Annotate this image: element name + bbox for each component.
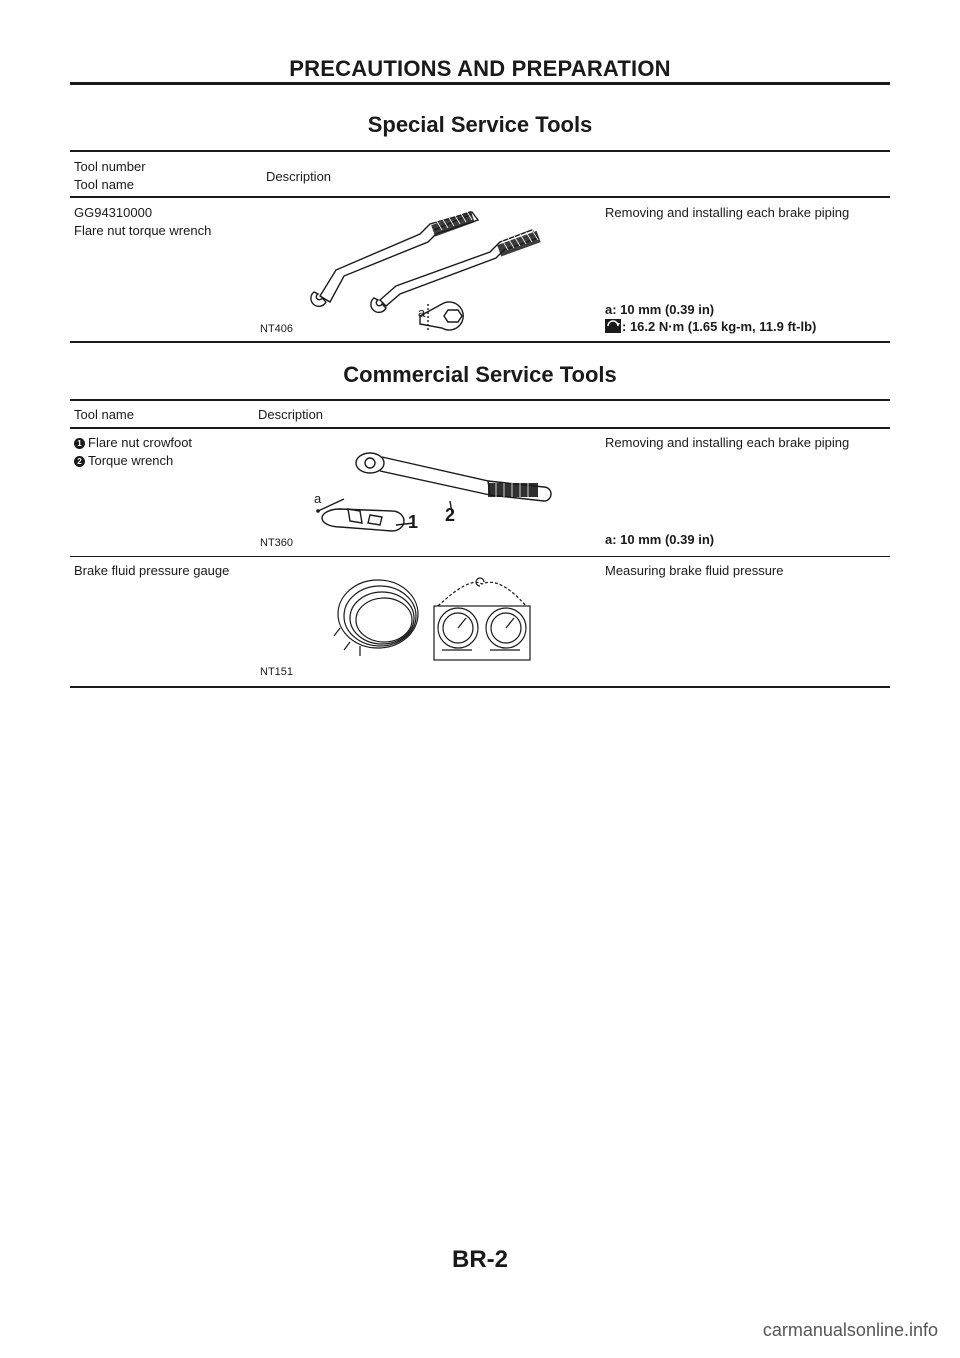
figure-label-a: a — [418, 305, 426, 320]
commercial-table-top-rule — [70, 399, 890, 401]
figure-label-2: 2 — [445, 505, 456, 525]
figure-label-a: a — [314, 491, 322, 506]
tool-name: Torque wrench — [88, 453, 174, 468]
special-col-header-tool-name: Tool name — [74, 177, 134, 192]
crowfoot-torque-wrench-figure — [300, 447, 560, 547]
page-number: BR-2 — [451, 1246, 508, 1273]
figure-code-nt406: NT406 — [260, 323, 294, 335]
flare-nut-torque-wrench-figure — [300, 208, 560, 333]
tool-number: GG94310000 — [74, 205, 153, 220]
spec-a-dimension: a: 10 mm (0.39 in) — [605, 302, 715, 317]
special-row-tool — [74, 204, 211, 240]
figure-label-1: 1 — [408, 512, 419, 532]
header-rule — [70, 82, 890, 85]
tool-name: Flare nut torque wrench — [74, 223, 212, 238]
commercial-row-2-description: Measuring brake fluid pressure — [605, 563, 784, 578]
special-col-header-tool — [74, 158, 146, 194]
special-col-header-description: Description — [266, 169, 332, 184]
watermark: carmanualsonline.info — [762, 1320, 938, 1340]
item-number-badge: 2 — [74, 456, 85, 467]
list-item — [74, 434, 192, 452]
page-header-title: PRECAUTIONS AND PREPARATION — [289, 56, 671, 81]
special-row-description: Removing and installing each brake piping — [605, 205, 850, 220]
commercial-tools-title: Commercial Service Tools — [343, 362, 617, 387]
item-number-badge: 1 — [74, 438, 85, 449]
commercial-row-1-description: Removing and installing each brake piping — [605, 435, 850, 450]
list-item — [74, 452, 192, 470]
special-table-bottom-rule — [70, 341, 890, 343]
spec-torque — [605, 318, 816, 336]
special-table-top-rule — [70, 150, 890, 152]
commercial-col-header-tool: Tool name — [74, 407, 134, 422]
commercial-row-divider — [70, 556, 890, 557]
spec-a-dimension: a: 10 mm (0.39 in) — [605, 532, 715, 547]
brake-fluid-pressure-gauge-figure — [320, 576, 540, 676]
commercial-table-header-rule — [70, 427, 890, 429]
commercial-row-1-tools — [74, 434, 192, 470]
commercial-col-header-description: Description — [258, 407, 324, 422]
tool-name: Flare nut crowfoot — [88, 435, 193, 450]
torque-wrench-icon — [605, 319, 621, 333]
special-col-header-tool-number: Tool number — [74, 159, 146, 174]
spec-torque-value: : 16.2 N·m (1.65 kg-m, 11.9 ft-lb) — [622, 319, 817, 334]
special-table-header-rule — [70, 196, 890, 198]
commercial-row-2-tool: Brake fluid pressure gauge — [74, 563, 230, 578]
figure-code-nt360: NT360 — [260, 537, 294, 549]
special-tools-title: Special Service Tools — [367, 112, 593, 137]
figure-code-nt151: NT151 — [260, 666, 294, 678]
commercial-table-bottom-rule — [70, 686, 890, 688]
